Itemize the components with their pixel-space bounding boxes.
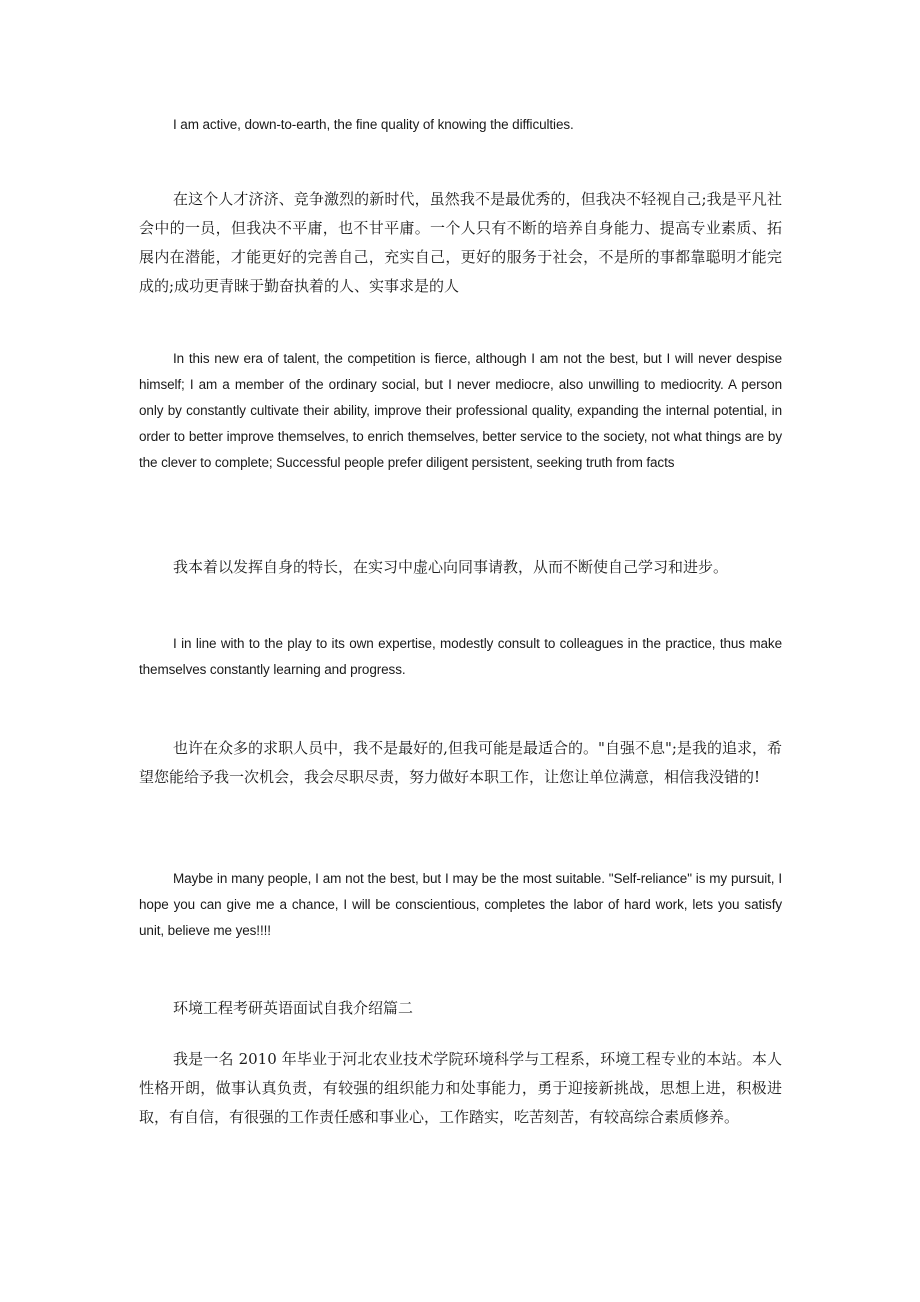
section-heading: 环境工程考研英语面试自我介绍篇二 — [173, 999, 414, 1017]
paragraph-english-2: In this new era of talent, the competition is fierce, although I am not the best, but I will never despise himself; I am a member of the ordinary social, but I never mediocre, also unwilling to mediocrity. A person only by constantly cultivate their ability, improve their professional quality, expanding the internal potential, in order to better improve themselves, to enrich themselves, better service to the society, not what things are by the clever to complete; Successful people prefer diligent persistent, seeking truth from facts — [139, 351, 782, 470]
paragraph-chinese-3: 也许在众多的求职人员中，我不是最好的,但我可能是最适合的。"自强不息";是我的追求，希望您能给予我一次机会，我会尽职尽责，努力做好本职工作，让您让单位满意，相信我没错的! — [139, 739, 782, 786]
paragraph-chinese-1: 在这个人才济济、竞争激烈的新时代，虽然我不是最优秀的，但我决不轻视自己;我是平凡社会中的一员，但我决不平庸，也不甘平庸。一个人只有不断的培养自身能力、提高专业素质、拓展内在潜能，才能更好的完善自己，充实自己，更好的服务于社会，不是所的事都靠聪明才能完成的;成功更青睐于勤奋执着的人、实事求是的人 — [139, 190, 782, 295]
paragraph-chinese-2: 我本着以发挥自身的特长，在实习中虚心向同事请教，从而不断使自己学习和进步。 — [173, 558, 729, 576]
paragraph-english-3: I in line with to the play to its own expertise, modestly consult to colleagues in the practice, thus make themselves constantly learning and progress. — [139, 636, 782, 677]
paragraph-english-1: I am active, down-to-earth, the fine quality of knowing the difficulties. — [173, 117, 574, 132]
paragraph-chinese-4: 我是一名 2010 年毕业于河北农业技术学院环境科学与工程系，环境工程专业的本站。本人性格开朗，做事认真负责，有较强的组织能力和处事能力，勇于迎接新挑战，思想上进，积极进取，有自信，有很强的工作责任感和事业心，工作踏实，吃苦刻苦，有较高综合素质修养。 — [139, 1050, 782, 1126]
paragraph-english-4: Maybe in many people, I am not the best, but I may be the most suitable. "Self-reliance" is my pursuit, I hope you can give me a chance, I will be conscientious, completes the labor of hard work, lets you satisfy unit, believe me yes!!!! — [139, 871, 782, 938]
